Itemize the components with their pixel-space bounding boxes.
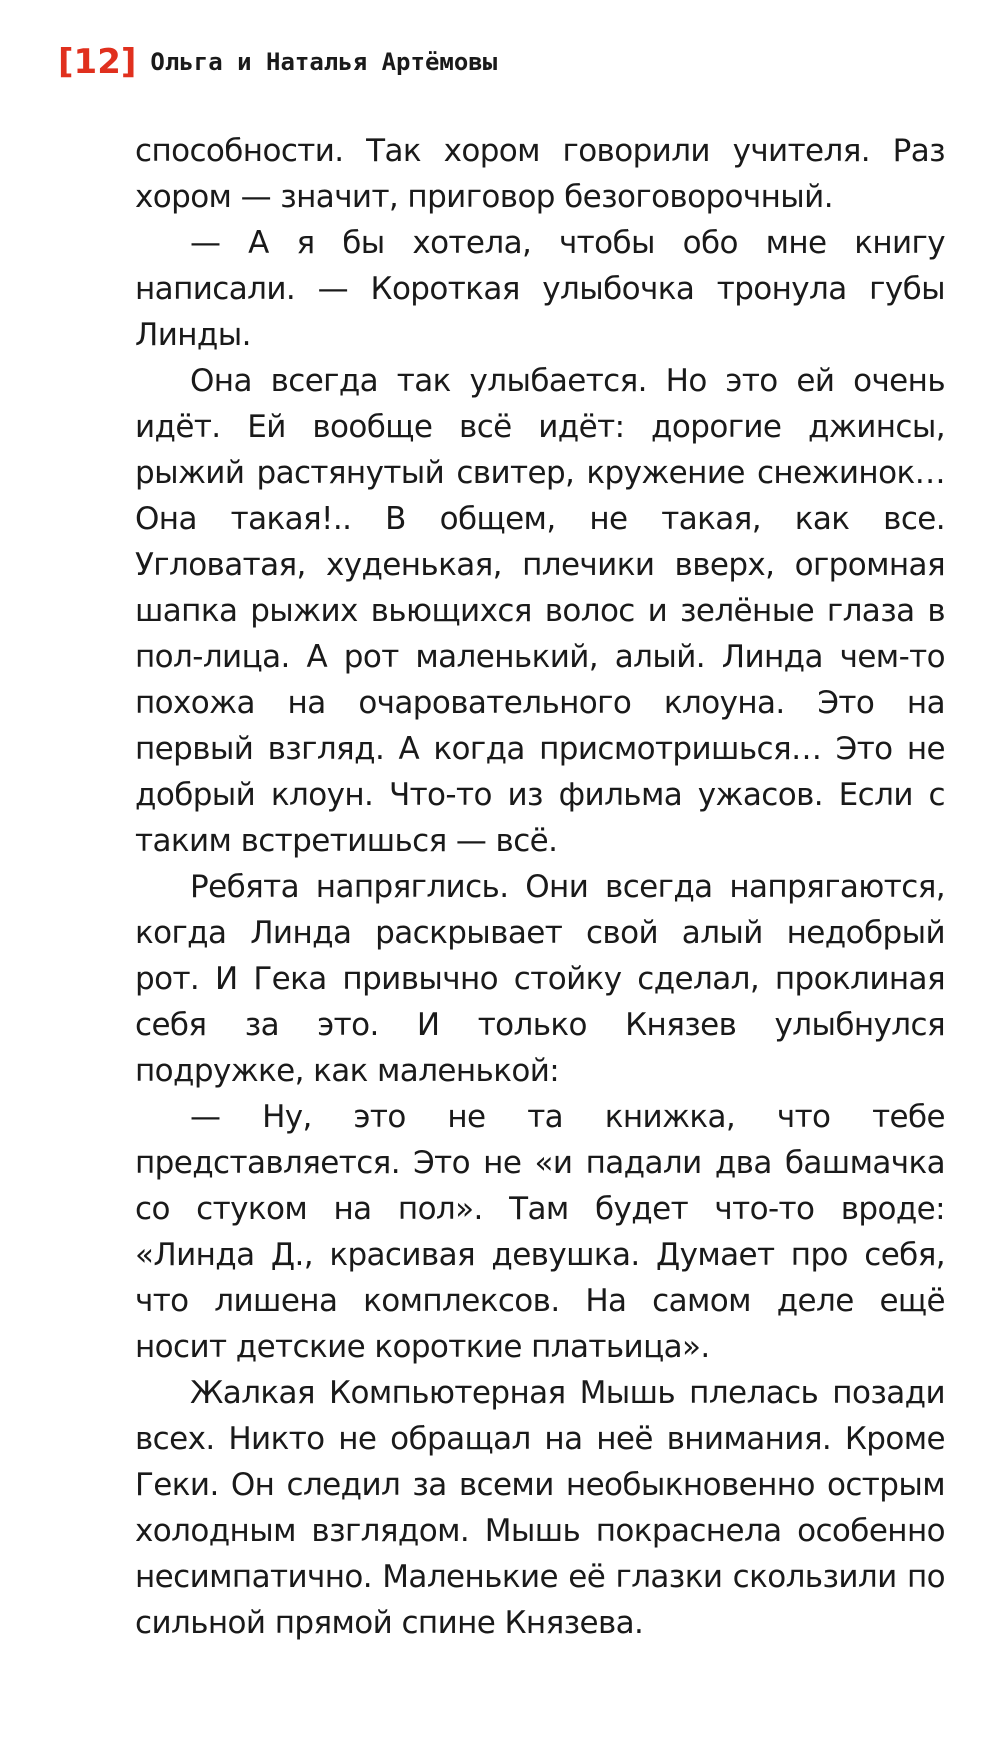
paragraph-2: — А я бы хотела, чтобы обо мне книгу написали. — Короткая улыбочка тронула губы Линды. <box>135 225 945 353</box>
paragraph-5: — Ну, это не та книжка, что тебе представляется. Это не «и падали два башмачка со стуком на пол». Там будет что-то вроде: «Линда Д., красивая девушка. Думает про себя, что лишена комплексов. На самом деле ещё носит детские короткие платьица». <box>135 1099 945 1365</box>
paragraph-3: Она всегда так улыбается. Но это ей очень идёт. Ей вообще всё идёт: дорогие джинсы, рыжий растянутый свитер, кружение снежинок… Она такая!.. В общем, не такая, как все. Угловатая, худенькая, плечики вверх, огромная шапка рыжих вьющихся волос и зелёные глаза в пол-лица. А рот маленький, алый. Линда чем-то похожа на очаровательного клоуна. Это на первый взгляд. А когда присмотришься… Это не добрый клоун. Что-то из фильма ужасов. Если с таким встретишься — всё. <box>135 363 945 859</box>
running-head <box>58 38 497 86</box>
paragraph-1: способности. Так хором говорили учителя. Раз хором — значит, приговор безоговорочный. <box>135 133 945 215</box>
text-body <box>135 128 945 1646</box>
page-number: [12] <box>58 42 137 82</box>
paragraph-6: Жалкая Компьютерная Мышь плелась позади всех. Никто не обращал на неё внимания. Кроме Геки. Он следил за всеми необыкновенно острым холодным взглядом. Мышь покраснела особенно несимпатично. Маленькие её глазки скользили по сильной прямой спине Князева. <box>135 1375 945 1641</box>
book-author: Ольга и Наталья Артёмовы <box>150 48 498 76</box>
paragraph-4: Ребята напряглись. Они всегда напрягаются, когда Линда раскрывает свой алый недобрый рот. И Гека привычно стойку сделал, проклиная себя за это. И только Князев улыбнулся подружке, как маленькой: <box>135 869 945 1089</box>
